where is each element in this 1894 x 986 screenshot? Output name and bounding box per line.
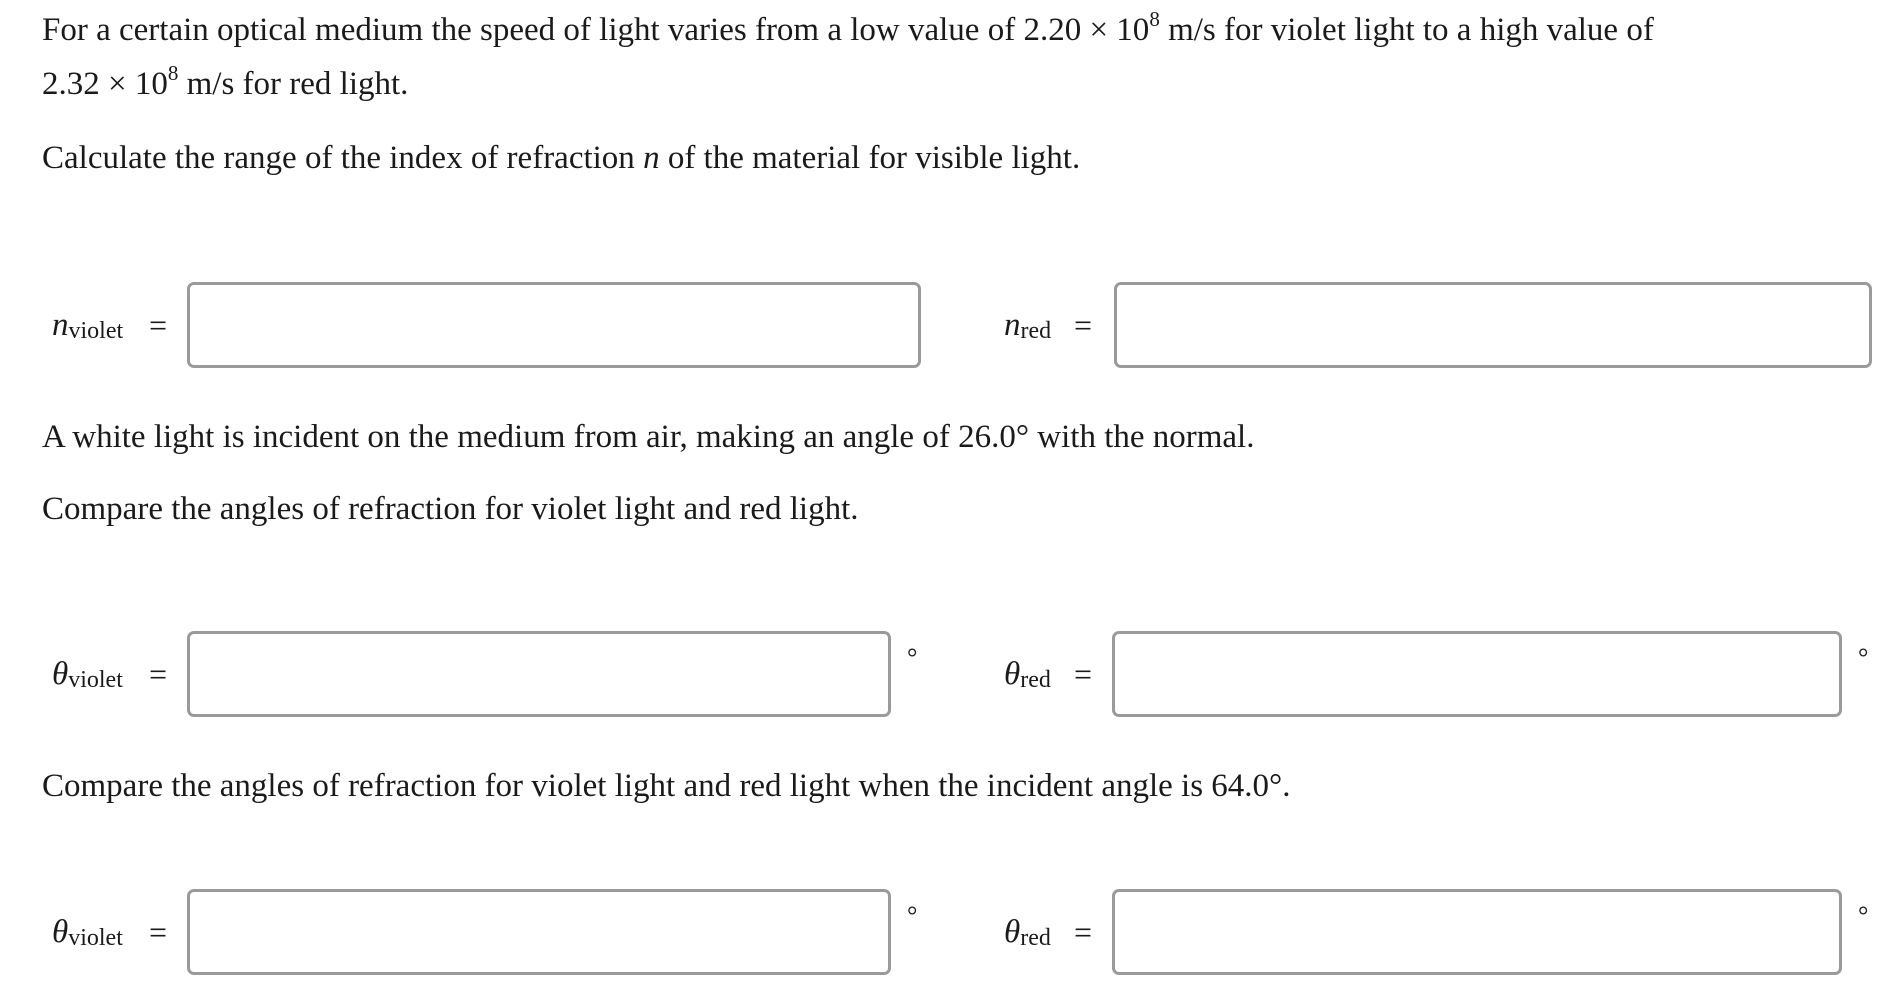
equals-sign: = xyxy=(1074,306,1093,343)
label-symbol: n xyxy=(52,306,69,343)
theta-violet-label xyxy=(52,631,123,717)
statement-text: m/s for violet light to a high value of xyxy=(1159,12,1654,48)
label-subscript: red xyxy=(1020,666,1051,693)
theta-red-label xyxy=(1004,889,1051,975)
equals-sign: = xyxy=(149,655,168,692)
label-symbol: θ xyxy=(1004,913,1021,950)
theta-violet-label xyxy=(52,889,123,975)
question-1-prompt xyxy=(42,130,1080,186)
question-2-context: A white light is incident on the medium from air, making an angle of 26.0° with the normal. xyxy=(42,419,1255,455)
label-symbol: θ xyxy=(52,913,69,950)
question-3-prompt: Compare the angles of refraction for violet light and red light when the incident angle is 64.0°. xyxy=(42,768,1291,804)
question-2-prompt: Compare the angles of refraction for violet light and red light. xyxy=(42,491,859,527)
theta-violet-input[interactable] xyxy=(187,631,891,717)
statement-text: m/s for red light. xyxy=(178,66,409,102)
prompt-text: of the material for visible light. xyxy=(659,140,1081,176)
degree-unit: ° xyxy=(1858,643,1869,672)
exponent: 8 xyxy=(167,61,179,85)
label-subscript: red xyxy=(1020,924,1051,951)
question-3-answer-row xyxy=(0,889,1894,975)
statement-text: For a certain optical medium the speed of light varies from a low value of 2.20 × 10 xyxy=(42,12,1150,48)
degree-unit: ° xyxy=(907,901,918,930)
equals-sign: = xyxy=(1074,913,1093,950)
n-red-input[interactable] xyxy=(1114,282,1872,368)
equals-sign: = xyxy=(149,306,168,343)
label-symbol: θ xyxy=(52,655,69,692)
label-subscript: violet xyxy=(68,317,124,344)
problem-statement-line-2 xyxy=(42,56,408,112)
degree-unit: ° xyxy=(1858,901,1869,930)
question-1-answer-row xyxy=(0,282,1894,368)
label-subscript: violet xyxy=(68,924,123,951)
equals-sign: = xyxy=(1074,655,1093,692)
theta-red-label xyxy=(1004,631,1051,717)
theta-red-input[interactable] xyxy=(1112,631,1842,717)
n-violet-input[interactable] xyxy=(187,282,921,368)
exponent: 8 xyxy=(1149,7,1160,31)
label-symbol: n xyxy=(1004,306,1021,343)
theta-violet-input[interactable] xyxy=(187,889,891,975)
degree-unit: ° xyxy=(907,643,918,672)
prompt-text: Calculate the range of the index of refraction xyxy=(42,140,644,176)
n-violet-label xyxy=(52,282,123,368)
theta-red-input[interactable] xyxy=(1112,889,1842,975)
n-red-label xyxy=(1004,282,1051,368)
equals-sign: = xyxy=(149,913,168,950)
label-subscript: violet xyxy=(68,666,123,693)
problem-statement-line-1 xyxy=(42,2,1654,58)
label-symbol: θ xyxy=(1004,655,1021,692)
statement-text: 2.32 × 10 xyxy=(42,66,168,102)
question-2-answer-row xyxy=(0,631,1894,717)
prompt-variable: n xyxy=(643,140,660,176)
label-subscript: red xyxy=(1020,317,1052,344)
